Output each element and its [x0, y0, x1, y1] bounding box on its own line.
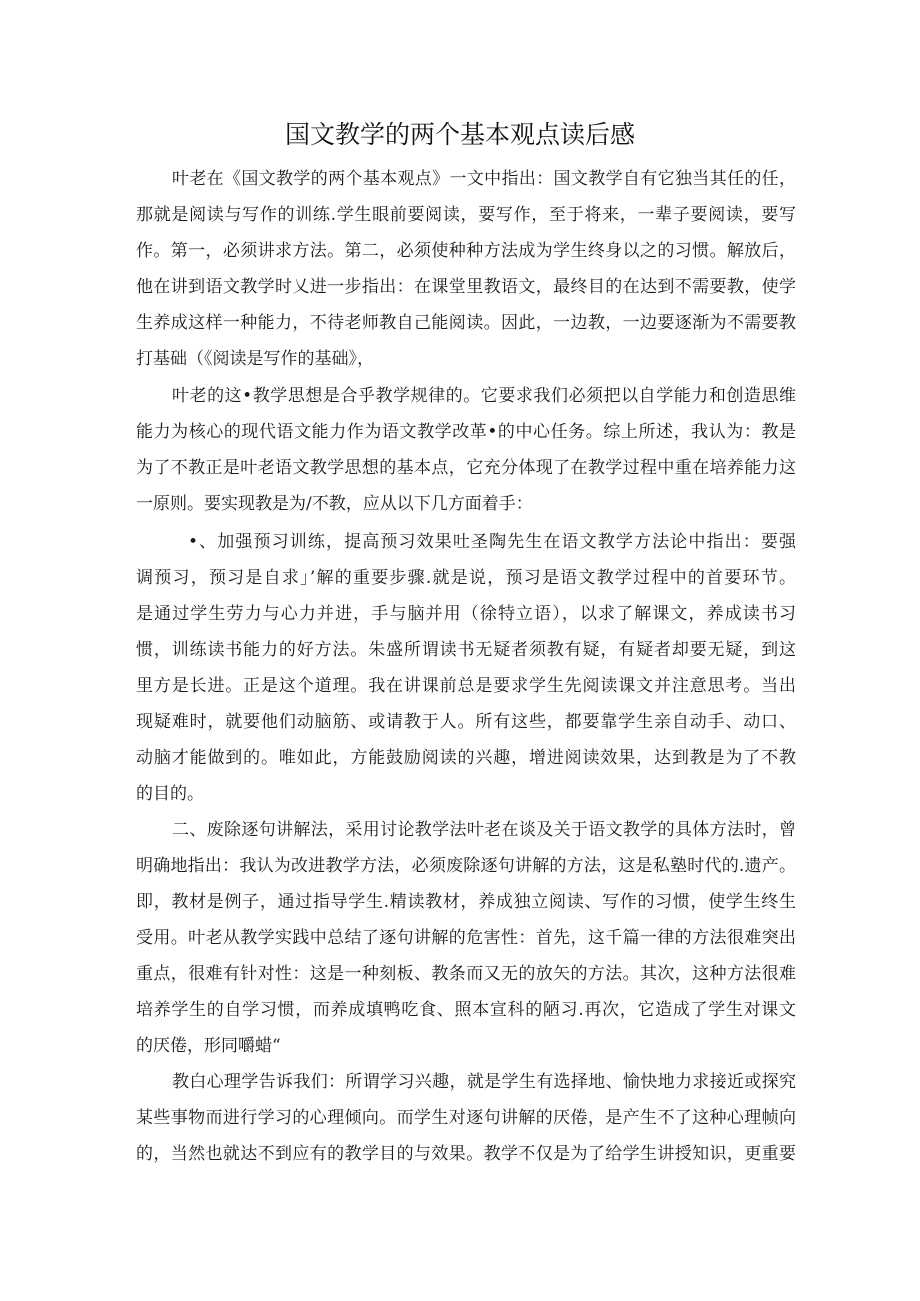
text-line: •、加强预习训练，提高预习效果吐圣陶先生在语文教学方法论中指出：要强 — [188, 532, 796, 552]
text-line: 培养学生的自学习惯，而养成填鸭吃食、照本宣科的陋习.再次，它造成了学生对课文 — [136, 1000, 796, 1020]
page-title: 国文教学的两个基本观点读后感 — [284, 120, 635, 149]
paragraph-1 — [136, 161, 796, 377]
text-line: 重点，很难有针对性：这是一种刻板、教条而又无的放矢的方法。其次，这种方法很难 — [136, 964, 796, 984]
text-line: 他在讲到语文教学时乂进一步指出：在课堂里教语文，最终目的在达到不需要教，使学 — [136, 277, 796, 297]
text-line: 调预习，预习是自求」’解的重要步骤.就是说，预习是语文教学过程中的首要环节。 — [136, 568, 796, 588]
text-line: 作。第一，必须讲求方法。第二，必须使种种方法成为学生终身以之的习惯。解放后， — [136, 241, 796, 261]
paragraph-3 — [136, 524, 796, 812]
text-line: 惯，训练读书能力的好方法。朱盛所谓读书无疑者须教有疑，有疑者却要无疑，到这 — [136, 640, 796, 660]
text-line: 打基础（《阅读是写作的基础》， — [136, 349, 374, 369]
text-line: 现疑难时，就要他们动脑筋、或请教于人。所有这些，都要靠学生亲自动手、动口、 — [136, 712, 796, 732]
text-line: 二、废除逐句讲解法，采用讨论教学法叶老在谈及关于语文教学的具体方法时，曾 — [172, 820, 796, 840]
text-line: 能力为核心的现代语文能力作为语文教学改革•的中心任务。综上所述，我认为：教是 — [136, 422, 796, 442]
text-line: 生养成这样一种能力，不待老师教自己能阅读。因此，一边教，一边要逐渐为不需要教 — [136, 313, 796, 333]
text-line: 是通过学生劳力与心力并进，手与脑并用（徐特立语），以求了解课文，养成读书习 — [136, 604, 796, 624]
text-line: 明确地指出：我认为改进教学方法，必须废除逐句讲解的方法，这是私塾时代的.遗产。 — [136, 856, 796, 876]
text-line: 动脑才能做到的。唯如此，方能鼓励阅读的兴趣，增进阅读效果，达到教是为了不教 — [136, 748, 796, 768]
text-line: 为了不教正是叶老语文教学思想的基本点，它充分体现了在教学过程中重在培养能力这 — [136, 458, 796, 478]
text-line: 叶老的这•教学思想是合乎教学规律的。它要求我们必须把以自学能力和创造思维 — [172, 386, 796, 406]
paragraph-4 — [136, 812, 796, 1064]
text-line: 的目的。 — [136, 784, 204, 804]
paragraph-5 — [136, 1064, 796, 1172]
text-line: 的，当然也就达不到应有的教学目的与效果。教学不仅是为了给学生讲授知识，更重要 — [136, 1144, 796, 1164]
text-line: 一原则。要实现教是为/不教，应从以下几方面着手： — [136, 494, 533, 514]
text-line: 那就是阅读与写作的训练.学生眼前要阅读，要写作，至于将来，一辈子要阅读，要写 — [136, 205, 796, 225]
text-line: 即，教材是例子，通过指导学生.精读教材，养成独立阅读、写作的习惯，使学生终生 — [136, 892, 796, 912]
text-line: 里方是长进。正是这个道理。我在讲课前总是要求学生先阅读课文并注意思考。当出 — [136, 676, 796, 696]
text-line: 的厌倦，形同嚼蜡“ — [136, 1036, 281, 1056]
text-line: 教白心理学告诉我们：所谓学习兴趣，就是学生有选择地、愉快地力求接近或探究 — [172, 1072, 796, 1092]
text-line: 受用。叶老从教学实践中总结了逐句讲解的危害性：首先，这千篇一律的方法很难突出 — [136, 928, 796, 948]
text-line: 叶老在《国文教学的两个基本观点》一文中指出：国文教学自有它独当其任的任， — [172, 169, 796, 189]
text-line: 某些事物而进行学习的心理倾向。而学生对逐句讲解的厌倦，是产生不了这种心理帧向 — [136, 1108, 796, 1128]
paragraph-2 — [136, 378, 796, 522]
